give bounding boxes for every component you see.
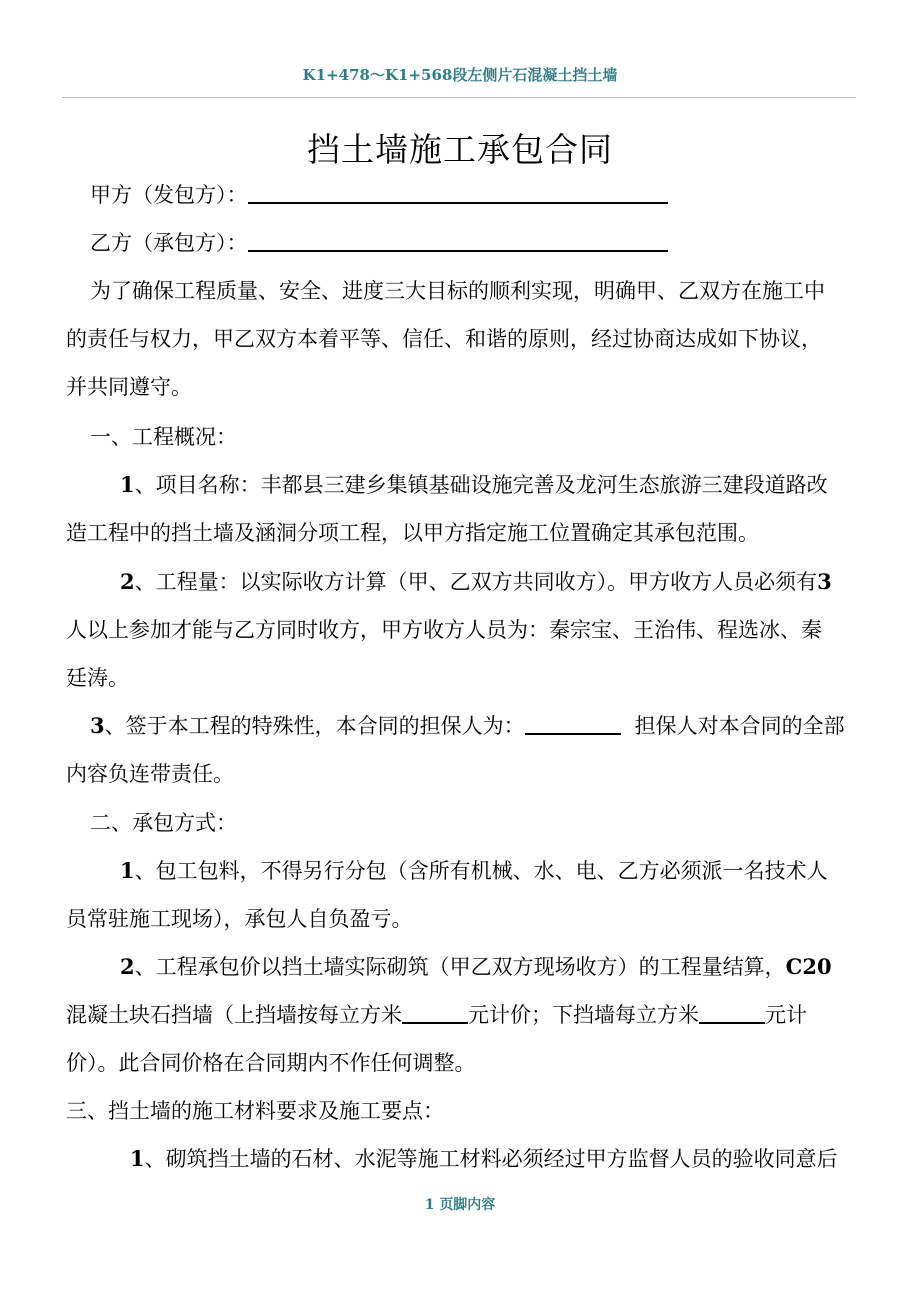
s1-item3-line1: [90, 711, 880, 741]
guarantor-blank[interactable]: [525, 713, 621, 735]
s3-item1-line1: [130, 1144, 920, 1174]
document-title: 挡土墙施工承包合同: [307, 130, 613, 169]
party-b-label: 乙方（承包方）：: [90, 231, 248, 255]
s2-item2-text-c: 元计: [765, 1003, 807, 1027]
s1-item2-line1: [120, 567, 910, 597]
s1-item2-count: 3: [817, 569, 832, 594]
s1-item2-line3: 廷涛。: [66, 666, 129, 690]
s2-item2-line3: 价）。此合同价格在合同期内不作任何调整。: [66, 1051, 476, 1075]
intro-line-2: 的责任与权力，甲乙双方本着平等、信任、和谐的原则，经过协商达成如下协议，: [66, 327, 822, 351]
section-3-heading: 三、挡土墙的施工材料要求及施工要点：: [66, 1099, 444, 1123]
s2-item2-line2: [66, 1000, 856, 1030]
lower-wall-price-blank[interactable]: [699, 1002, 765, 1024]
party-a-label: 甲方（发包方）：: [90, 183, 248, 207]
s2-item2-text-b: 元计价；下挡墙每立方米: [468, 1003, 699, 1027]
party-a-line: [90, 180, 880, 210]
s2-item1-number: 1: [120, 858, 135, 883]
s1-item2-number: 2: [120, 569, 135, 594]
page-header: K1+478～K1+568段左侧片石混凝土挡土墙: [302, 66, 618, 84]
s2-item2-number: 2: [120, 954, 135, 979]
s1-item3-text-a: 、签于本工程的特殊性，本合同的担保人为：: [104, 714, 525, 738]
footer-text: 页脚内容: [439, 1197, 496, 1213]
concrete-grade: C20: [785, 954, 832, 979]
s1-item2-text: 、工程量：以实际收方计算（甲、乙双方共同收方）。甲方收方人员必须有: [134, 570, 818, 594]
s1-item1-number: 1: [120, 472, 135, 497]
s1-item3-number: 3: [90, 713, 105, 738]
s2-item2-text: 、工程承包价以挡土墙实际砌筑（甲乙双方现场收方）的工程量结算，: [134, 955, 786, 979]
upper-wall-price-blank[interactable]: [402, 1002, 468, 1024]
party-a-blank[interactable]: [248, 182, 668, 204]
s2-item1-text: 、包工包料，不得另行分包（含所有机械、水、电、乙方必须派一名技术人: [134, 859, 828, 883]
intro-line-3: 并共同遵守。: [66, 375, 192, 399]
section-1-heading: 一、工程概况：: [90, 425, 237, 449]
s2-item1-line1: [120, 856, 910, 886]
s2-item2-line1: [120, 952, 910, 982]
party-b-blank[interactable]: [248, 230, 668, 252]
section-2-heading: 二、承包方式：: [90, 811, 237, 835]
s2-item1-line2: 员常驻施工现场），承包人自负盈亏。: [66, 907, 413, 931]
page-number: 1: [424, 1197, 435, 1213]
header-divider: [62, 97, 856, 98]
s3-item1-text: 、砌筑挡土墙的石材、水泥等施工材料必须经过甲方监督人员的验收同意后: [144, 1147, 838, 1171]
party-b-line: [90, 228, 880, 258]
s1-item3-line2: 内容负连带责任。: [66, 762, 234, 786]
s1-item1-line2: 造工程中的挡土墙及涵洞分项工程，以甲方指定施工位置确定其承包范围。: [66, 521, 759, 545]
s1-item1-text: 、项目名称：丰都县三建乡集镇基础设施完善及龙河生态旅游三建段道路改: [134, 473, 828, 497]
s2-item2-text-a: 混凝土块石挡墙（上挡墙按每立方米: [66, 1003, 402, 1027]
intro-line-1: 为了确保工程质量、安全、进度三大目标的顺利实现，明确甲、乙双方在施工中: [90, 279, 825, 303]
page-footer: [0, 1194, 920, 1214]
s3-item1-number: 1: [130, 1146, 145, 1171]
s1-item2-line2: 人以上参加才能与乙方同时收方，甲方收方人员为：秦宗宝、王治伟、程选冰、秦: [66, 618, 822, 642]
s1-item3-text-b: 担保人对本合同的全部: [634, 714, 845, 738]
s1-item1-line1: [120, 470, 910, 500]
